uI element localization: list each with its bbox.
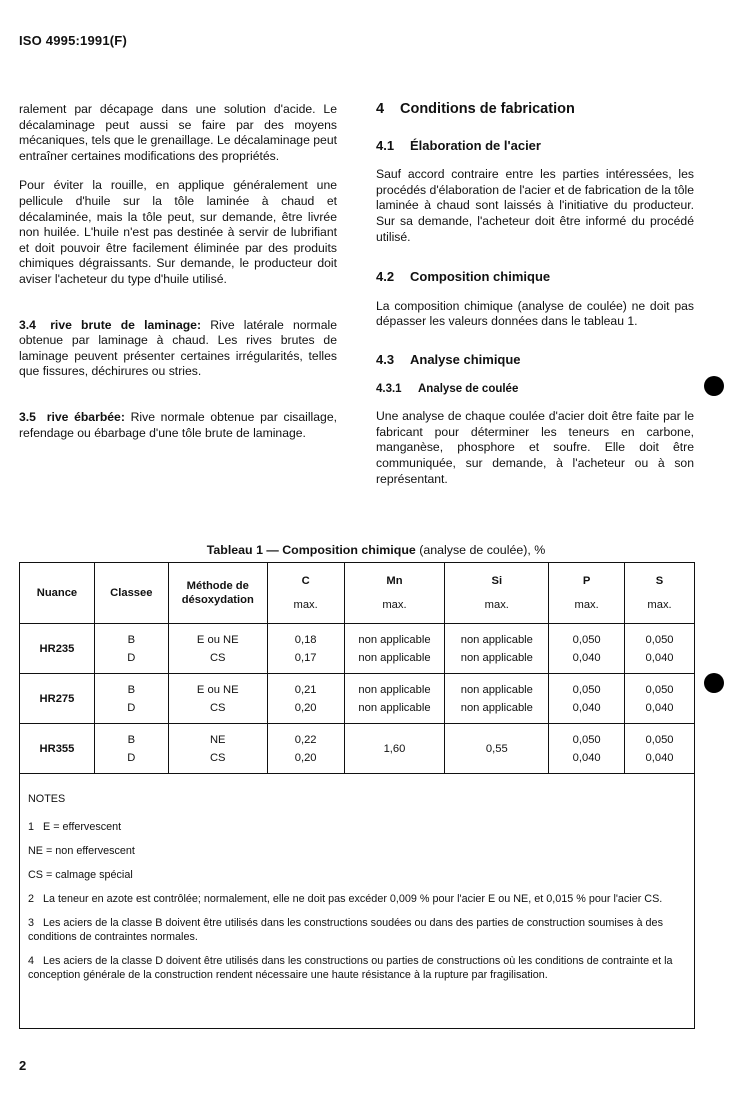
notes-cell	[20, 774, 695, 1029]
definition-term: rive ébarbée:	[46, 409, 125, 424]
cell-value: non applicable	[358, 683, 431, 696]
composition-table	[19, 562, 695, 1029]
section-4-3-1-text: Une analyse de chaque coulée d'acier doit être faite par le fabricant pour déterminer les teneurs en carbone, manganèse, phosphore et soufre. Elle doit être communiquée, sur demande, à l'acheteur ou à son représentant.	[376, 409, 694, 486]
section-number: 4.3	[376, 351, 395, 367]
definition-3-5	[19, 410, 337, 441]
notes-title: NOTES	[28, 793, 66, 805]
cell-value: 0,050	[645, 633, 674, 646]
paragraph-descaling: ralement par décapage dans une solution d'acide. Le décalaminage peut aussi se faire par des moyens mécaniques, tels que le grenaillage. Le décalaminage peut entraîner certaines modifications des propriétés.	[19, 102, 337, 163]
p-cell	[549, 724, 625, 774]
cell-value: 0,17	[294, 651, 317, 664]
section-4-1-heading	[376, 138, 694, 154]
header-mn	[344, 563, 445, 624]
cell-value: non applicable	[358, 651, 431, 664]
note-3	[28, 916, 686, 944]
cell-value: 0,040	[645, 651, 674, 664]
section-4-heading	[376, 102, 694, 118]
table-caption-subtitle: (analyse de coulée), %	[415, 543, 546, 557]
methode-cell	[168, 724, 267, 774]
table-row	[20, 674, 695, 724]
table-header-row	[20, 563, 695, 624]
section-4-2-heading	[376, 269, 694, 285]
max-label: max.	[647, 599, 672, 611]
section-title: Composition chimique	[410, 269, 551, 285]
document-header: ISO 4995:1991(F)	[19, 33, 127, 48]
section-4-2-text: La composition chimique (analyse de coulée) ne doit pas dépasser les valeurs données dans le tableau 1.	[376, 298, 694, 329]
cell-value: 0,040	[572, 751, 601, 764]
cell-value: non applicable	[358, 633, 431, 646]
table-row	[20, 724, 695, 774]
table-notes-row	[20, 774, 695, 1029]
note-1c: CS = calmage spécial	[28, 869, 133, 881]
header-classe: Classee	[94, 563, 168, 624]
header-c	[267, 563, 344, 624]
mn-cell: 1,60	[344, 724, 445, 774]
si-cell	[445, 624, 549, 674]
note-text: La teneur en azote est contrôlée; normalement, elle ne doit pas excéder 0,009 % pour l'acier E ou NE, et 0,015 % pour l'acier CS.	[43, 893, 663, 905]
s-cell	[625, 724, 695, 774]
change-marker-dot	[704, 673, 724, 693]
si-cell	[445, 674, 549, 724]
methode-cell	[168, 624, 267, 674]
max-label: max.	[382, 599, 407, 611]
left-column	[19, 102, 337, 455]
header-s	[625, 563, 695, 624]
cell-value: 0,050	[645, 683, 674, 696]
classe-cell	[94, 624, 168, 674]
section-4-1-text: Sauf accord contraire entre les parties intéressées, les procédés d'élaboration de l'acier et de fabrication de la tôle laminée à chaud sont laissés à l'initiative du producteur. Sur sa demande, l'acheteur doit être informé du procédé utilisé.	[376, 167, 694, 244]
cell-value: E ou NE	[196, 633, 239, 646]
header-p	[549, 563, 625, 624]
cell-value: 0,21	[294, 683, 317, 696]
table-row	[20, 624, 695, 674]
si-cell: 0,55	[445, 724, 549, 774]
section-number: 4.3.1	[376, 382, 402, 395]
cell-value: D	[127, 651, 136, 664]
cell-value: B	[127, 633, 136, 646]
definition-3-4	[19, 318, 337, 380]
cell-value: 0,040	[572, 651, 601, 664]
section-title: Analyse chimique	[410, 351, 521, 367]
element-label: C	[301, 575, 310, 587]
section-title: Conditions de fabrication	[400, 101, 575, 117]
section-title: Élaboration de l'acier	[410, 137, 541, 153]
cell-value: 0,050	[572, 633, 601, 646]
max-label: max.	[484, 599, 509, 611]
note-1b: NE = non effervescent	[28, 845, 135, 857]
table-caption-title: Tableau 1 — Composition chimique	[206, 543, 416, 557]
mn-cell	[344, 624, 445, 674]
definition-text: Rive latérale normale obtenue par laminage à chaud. Les rives brutes de laminage peuvent présenter certaines irrégularités, telles que fissures, déchirures ou stries.	[19, 317, 337, 379]
cell-value: E ou NE	[196, 683, 239, 696]
cell-value: D	[127, 751, 136, 764]
note-text: E = effervescent	[43, 821, 122, 833]
note-text: Les aciers de la classe D doivent être utilisés dans les constructions ou parties de constructions où les conditions de contrainte et la conception générale de la construction rendent nécessaire une haute résistance à la rupture par fragilisation.	[28, 955, 673, 981]
max-label: max.	[574, 599, 599, 611]
section-number: 4.2	[376, 269, 395, 285]
cell-value: B	[127, 683, 136, 696]
cell-value: D	[127, 701, 136, 714]
element-label: P	[582, 575, 591, 587]
definition-text: Rive normale obtenue par cisaillage, refendage ou ébarbage d'une tôle brute de laminage.	[19, 409, 337, 440]
section-title: Analyse de coulée	[418, 382, 519, 395]
definition-number: 3.5	[19, 409, 36, 424]
note-4	[28, 954, 686, 982]
section-number: 4	[376, 101, 385, 117]
cell-value: NE	[209, 733, 226, 746]
cell-value: non applicable	[460, 633, 533, 646]
cell-value: 0,050	[572, 683, 601, 696]
max-label: max.	[293, 599, 318, 611]
note-number: 3	[28, 917, 35, 929]
methode-cell	[168, 674, 267, 724]
cell-value: 0,18	[294, 633, 317, 646]
header-nuance: Nuance	[20, 563, 95, 624]
note-number: 1	[28, 821, 35, 833]
cell-value: non applicable	[460, 651, 533, 664]
note-1a	[28, 820, 686, 834]
header-si	[445, 563, 549, 624]
cell-value: 0,050	[572, 733, 601, 746]
change-marker-dot	[704, 376, 724, 396]
s-cell	[625, 624, 695, 674]
paragraph-oiling: Pour éviter la rouille, en applique généralement une pellicule d'huile sur la tôle laminée à chaud et décalaminée, mais la tôle peut, sur demande, être livrée non huilée. L'huile n'est pas destinée à servir de lubrifiant et doit pouvoir être facilement éliminée par des produits chimiques dégraissants. Sur demande, le producteur doit aviser l'acheteur du type d'huile utilisé.	[19, 178, 337, 286]
cell-value: 0,040	[572, 701, 601, 714]
note-number: 4	[28, 955, 35, 967]
cell-value: B	[127, 733, 136, 746]
section-number: 4.1	[376, 137, 395, 153]
header-methode: Méthode de désoxydation	[168, 563, 267, 624]
right-column	[376, 102, 694, 501]
c-cell	[267, 674, 344, 724]
cell-value: CS	[209, 701, 226, 714]
cell-value: non applicable	[358, 701, 431, 714]
note-2	[28, 892, 686, 906]
nuance-cell: HR235	[20, 624, 95, 674]
page-number: 2	[19, 1058, 27, 1073]
cell-value: 0,20	[294, 701, 317, 714]
cell-value: 0,040	[645, 751, 674, 764]
table-caption	[0, 543, 752, 557]
cell-value: 0,050	[645, 733, 674, 746]
section-4-3-heading	[376, 352, 694, 368]
classe-cell	[94, 674, 168, 724]
p-cell	[549, 624, 625, 674]
nuance-cell: HR275	[20, 674, 95, 724]
element-label: Si	[491, 575, 503, 587]
classe-cell	[94, 724, 168, 774]
cell-value: 0,040	[645, 701, 674, 714]
note-number: 2	[28, 893, 35, 905]
note-text: Les aciers de la classe B doivent être utilisés dans les constructions soudées ou dans des parties de construction soumises à des conditions de contraintes normales.	[28, 917, 663, 943]
section-4-3-1-heading	[376, 382, 694, 398]
cell-value: CS	[209, 651, 226, 664]
p-cell	[549, 674, 625, 724]
cell-value: 0,20	[294, 751, 317, 764]
s-cell	[625, 674, 695, 724]
cell-value: CS	[209, 751, 226, 764]
c-cell	[267, 624, 344, 674]
definition-term: rive brute de laminage:	[50, 317, 202, 332]
definition-number: 3.4	[19, 317, 36, 332]
element-label: Mn	[386, 575, 403, 587]
cell-value: non applicable	[460, 701, 533, 714]
c-cell	[267, 724, 344, 774]
element-label: S	[655, 575, 664, 587]
mn-cell	[344, 674, 445, 724]
cell-value: non applicable	[460, 683, 533, 696]
nuance-cell: HR355	[20, 724, 95, 774]
cell-value: 0,22	[294, 733, 317, 746]
